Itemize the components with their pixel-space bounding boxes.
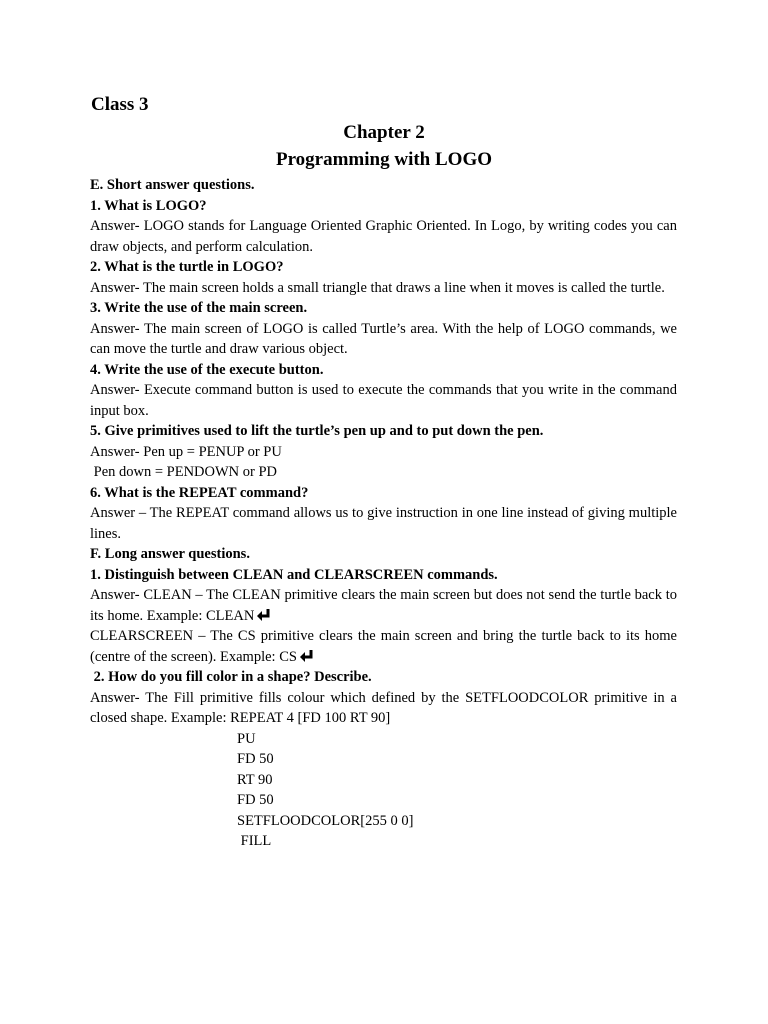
answer-e5-pendown: Pen down = PENDOWN or PD [90, 464, 278, 480]
code-line: FILL [237, 833, 272, 849]
class-label: Class 3 [91, 94, 149, 115]
code-line: FD 50 [237, 751, 274, 767]
answer-e6: Answer – The REPEAT command allows us to give instruction in one line instead of giving multiple lines. [90, 505, 677, 542]
code-line: PU [237, 730, 256, 747]
question-e5: 5. Give primitives used to lift the turtle’s pen up and to put down the pen. [90, 423, 544, 439]
answer-e3: Answer- The main screen of LOGO is called Turtle’s area. With the help of LOGO commands, we can move the turtle and draw various object. [90, 320, 677, 357]
document-body [90, 175, 677, 852]
answer-f1-clean-text: Answer- CLEAN – The CLEAN primitive clears the main screen but does not send the turtle back to its home. Example: CLEAN [90, 587, 677, 624]
chapter-number: Chapter 2 [343, 122, 425, 143]
answer-f2: Answer- The Fill primitive fills colour which defined by the SETFLOODCOLOR primitive in a closed shape. Example: REPEAT 4 [FD 100 RT 90] [90, 689, 677, 726]
question-f1: 1. Distinguish between CLEAN and CLEARSCREEN commands. [90, 566, 498, 583]
answer-e1: Answer- LOGO stands for Language Oriented Graphic Oriented. In Logo, by writing codes you can draw objects, and perform calculation. [90, 218, 677, 255]
answer-f1-clean [90, 585, 677, 626]
code-line: RT 90 [237, 771, 273, 788]
answer-e4: Answer- Execute command button is used to execute the commands that you write in the command input box. [90, 382, 677, 419]
enter-key-icon [299, 649, 314, 663]
question-e6: 6. What is the REPEAT command? [90, 484, 309, 501]
answer-e2: Answer- The main screen holds a small triangle that draws a line when it moves is called the turtle. [90, 279, 665, 296]
answer-e5-penup: Answer- Pen up = PENUP or PU [90, 443, 282, 460]
section-heading-f: F. Long answer questions. [90, 546, 250, 562]
question-e1: 1. What is LOGO? [90, 197, 207, 214]
enter-key-icon [256, 608, 271, 622]
question-e2: 2. What is the turtle in LOGO? [90, 259, 284, 275]
question-e3: 3. Write the use of the main screen. [90, 300, 308, 316]
code-line: SETFLOODCOLOR[255 0 0] [237, 812, 414, 829]
chapter-title: Programming with LOGO [275, 149, 493, 170]
code-line: FD 50 [237, 792, 274, 808]
answer-f1-cs-text: CLEARSCREEN – The CS primitive clears the main screen and bring the turtle back to its home (centre of the screen). Example: CS [90, 628, 677, 665]
question-e4: 4. Write the use of the execute button. [90, 361, 324, 378]
section-heading-e: E. Short answer questions. [90, 177, 255, 193]
question-f2: 2. How do you fill color in a shape? Describe. [90, 669, 372, 685]
answer-f1-clearscreen [90, 626, 677, 667]
